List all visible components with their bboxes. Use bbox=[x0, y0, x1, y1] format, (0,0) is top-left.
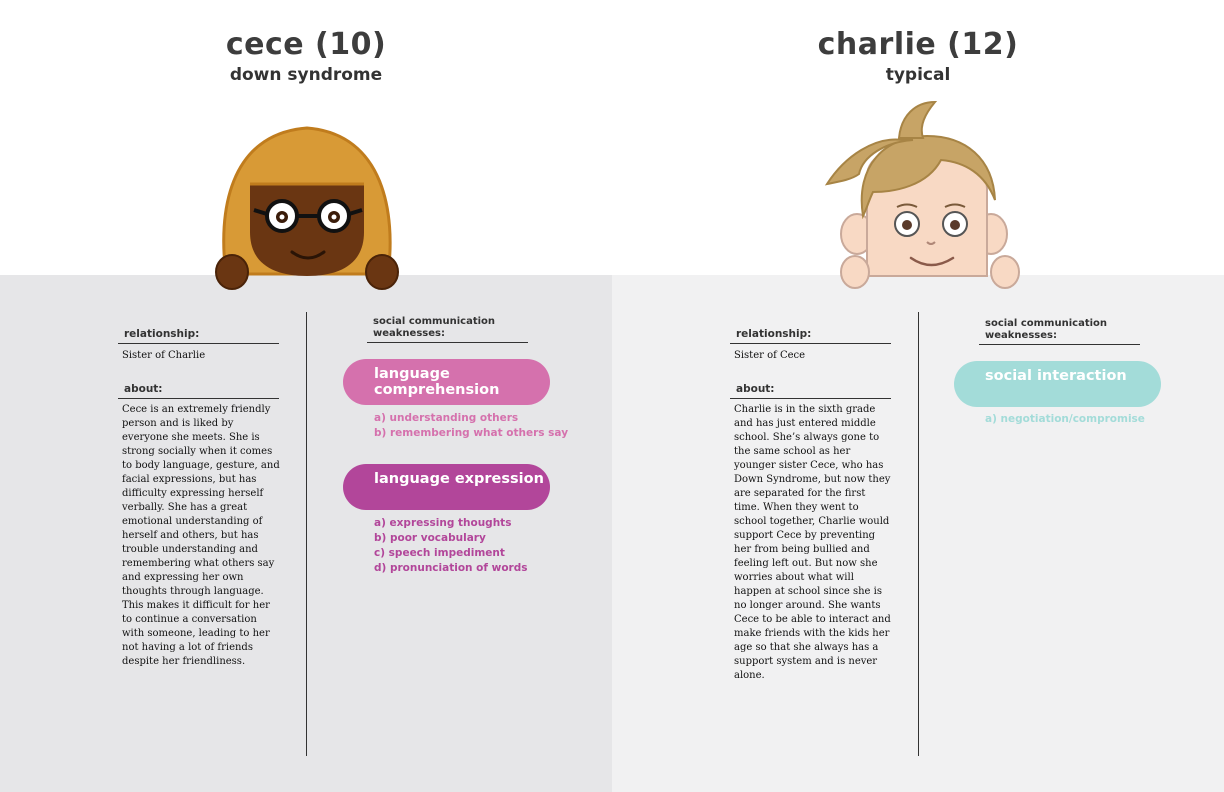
cece-name: cece (10) bbox=[225, 27, 387, 62]
cece-header bbox=[106, 28, 506, 86]
cece-about-label: about: bbox=[118, 383, 279, 399]
list-item: a) understanding others bbox=[374, 412, 519, 424]
list-item: d) pronunciation of words bbox=[374, 562, 528, 574]
cece-relationship: Sister of Charlie bbox=[122, 350, 206, 361]
charlie-weaknesses-label: social communication weaknesses: bbox=[979, 318, 1140, 345]
cece-condition: down syndrome bbox=[229, 65, 383, 85]
cece-weakness-pill-expression: language expression bbox=[343, 464, 550, 510]
list-item: a) expressing thoughts bbox=[374, 517, 512, 529]
charlie-weakness-pill-interaction: social interaction bbox=[954, 361, 1161, 407]
cece-about: Cece is an extremely friendly person and is liked by everyone she meets. She is strong socially when it comes to body language, gesture, and facial expressions, but has difficulty expressing herself verbally. She has a great emotional understanding of herself and others, but has trouble understanding and remembering what others say and expressing her own thoughts through language. This makes it difficult for her to continue a conversation with someone, leading to her not having a lot of friends despite her friendliness. bbox=[122, 404, 280, 667]
charlie-condition: typical bbox=[885, 65, 951, 85]
list-item: a) negotiation/compromise bbox=[985, 413, 1145, 425]
cece-expression-list bbox=[374, 516, 527, 576]
cece-weaknesses-label: social communication weaknesses: bbox=[367, 316, 528, 343]
cece-relationship-label: relationship: bbox=[118, 328, 279, 344]
charlie-header bbox=[718, 28, 1118, 86]
charlie-relationship-label: relationship: bbox=[730, 328, 891, 344]
list-item: c) speech impediment bbox=[374, 547, 505, 559]
charlie-relationship: Sister of Cece bbox=[734, 350, 806, 361]
cece-weakness-pill-comprehension: language comprehension bbox=[343, 359, 550, 405]
charlie-about-label: about: bbox=[730, 383, 891, 399]
cece-comprehension-list bbox=[374, 411, 568, 441]
charlie-interaction-list bbox=[985, 412, 1145, 427]
charlie-column-divider bbox=[918, 312, 919, 756]
list-item: b) poor vocabulary bbox=[374, 532, 486, 544]
charlie-avatar bbox=[815, 96, 1030, 292]
list-item: b) remembering what others say bbox=[374, 427, 569, 439]
charlie-about: Charlie is in the sixth grade and has just entered middle school. She’s always gone to the same school as her younger sister Cece, who has Down Syndrome, but now they are separated for the first time. When they went to school together, Charlie would support Cece by preventing her from being bullied and feeling left out. But now she worries about what will happen at school since she is no longer around. She wants Cece to be able to interact and make friends with the kids her age so that she always has a support system and is never alone. bbox=[734, 404, 891, 681]
cece-avatar bbox=[212, 124, 402, 294]
charlie-name: charlie (12) bbox=[817, 27, 1019, 62]
cece-column-divider bbox=[306, 312, 307, 756]
